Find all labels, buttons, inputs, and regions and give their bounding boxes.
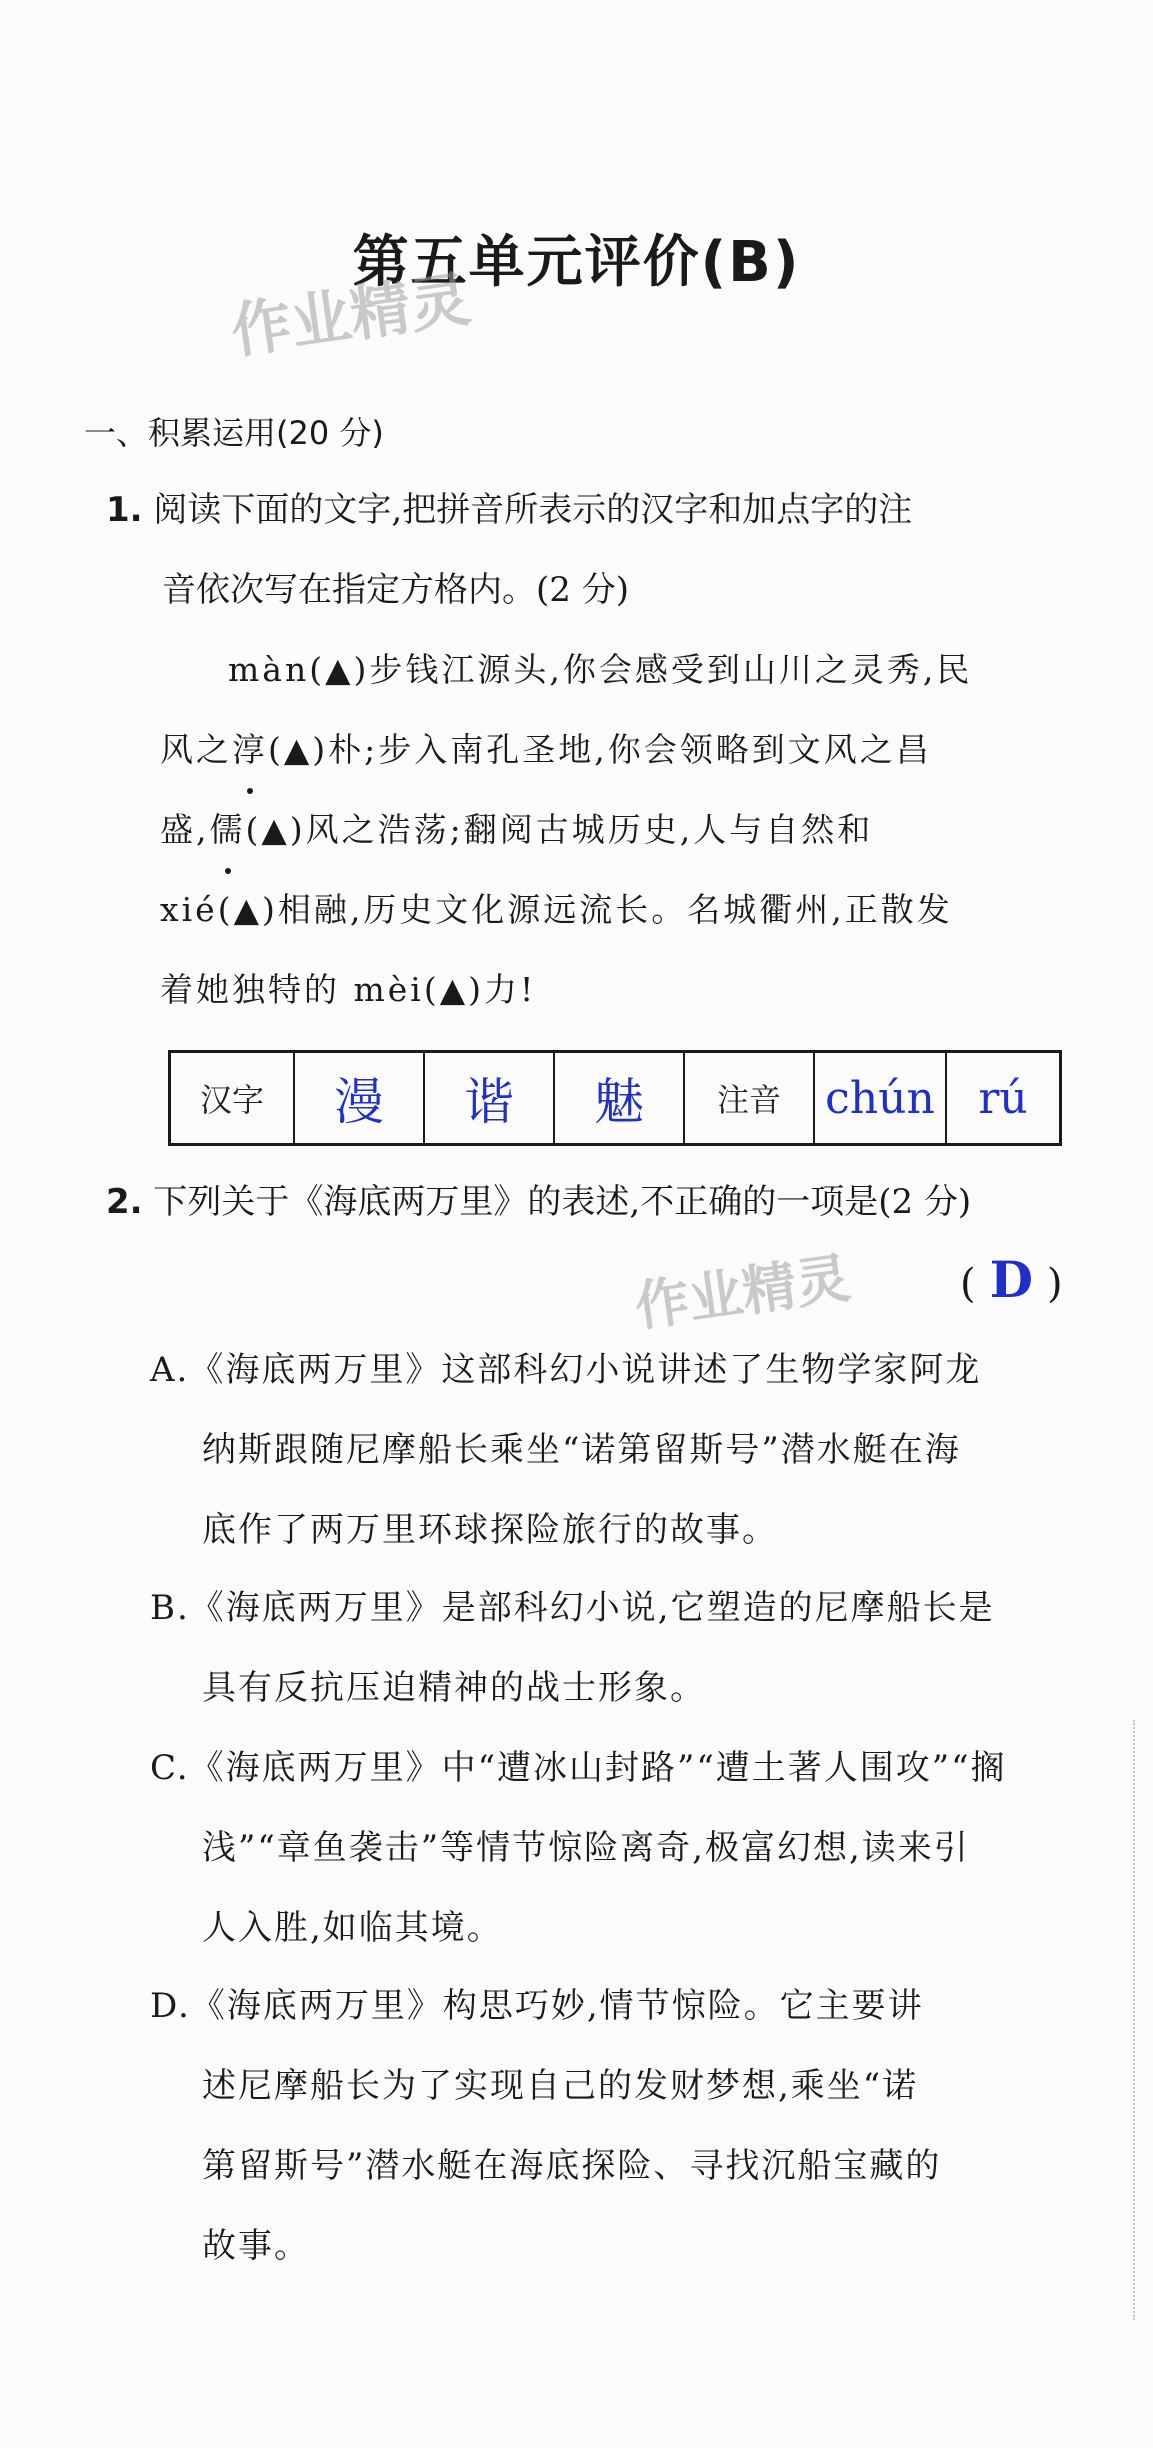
option-label: A. xyxy=(150,1350,190,1390)
passage-line: màn(▲)步钱江源头,你会感受到山川之灵秀,民 xyxy=(228,650,973,689)
question-number: 2. xyxy=(106,1182,143,1222)
option-text: 底作了两万里环球探险旅行的故事。 xyxy=(202,1510,778,1550)
question-prompt: 阅读下面的文字,把拼音所表示的汉字和加点字的注 xyxy=(153,490,913,530)
question-number: 1. xyxy=(106,490,143,530)
option-text: 《海底两万里》这部科幻小说讲述了生物学家阿龙 xyxy=(189,1350,982,1390)
watermark: 作业精灵 xyxy=(226,264,475,368)
option-text: 具有反抗压迫精神的战士形象。 xyxy=(202,1668,706,1708)
answer-table xyxy=(168,1050,1062,1146)
passage-line: 风之淳(▲)朴;步入南孔圣地,你会领略到文风之昌 xyxy=(160,710,1080,790)
question-1 xyxy=(106,470,1086,630)
option-label: C. xyxy=(150,1748,190,1788)
selected-answer: D xyxy=(989,1250,1033,1309)
option-text: 《海底两万里》是部科幻小说,它塑造的尼摩船长是 xyxy=(189,1588,995,1628)
passage-line: xié(▲)相融,历史文化源远流长。名城衢州,正散发 xyxy=(160,890,953,929)
question-prompt: 下列关于《海底两万里》的表述,不正确的一项是(2 分) xyxy=(153,1182,972,1222)
answer-char: 漫 xyxy=(294,1052,424,1145)
option-d xyxy=(150,1966,1080,2286)
option-c xyxy=(150,1728,1080,1968)
answer-pinyin: chún xyxy=(814,1052,946,1145)
option-text: 故事。 xyxy=(202,2226,310,2266)
dotted-char: 淳 xyxy=(232,710,268,790)
option-text: 《海底两万里》构思巧妙,情节惊险。它主要讲 xyxy=(190,1986,924,2026)
question-2 xyxy=(106,1162,1086,1242)
page-edge-line xyxy=(1133,1720,1135,2320)
option-text: 《海底两万里》中“遭冰山封路”“遭土著人围攻”“搁 xyxy=(189,1748,1007,1788)
section-heading: 一、积累运用(20 分) xyxy=(84,414,384,452)
question-prompt: 音依次写在指定方格内。(2 分) xyxy=(162,570,629,610)
answer-char: 谐 xyxy=(424,1052,554,1145)
option-text: 浅”“章鱼袭击”等情节惊险离奇,极富幻想,读来引 xyxy=(202,1828,970,1868)
answer-pinyin: rú xyxy=(946,1052,1061,1145)
passage xyxy=(160,630,1080,1030)
table-label-chars: 汉字 xyxy=(170,1052,295,1145)
passage-line: 盛,儒(▲)风之浩荡;翻阅古城历史,人与自然和 xyxy=(160,790,1080,870)
option-a xyxy=(150,1330,1080,1570)
option-label: D. xyxy=(150,1986,191,2026)
option-text: 人入胜,如临其境。 xyxy=(202,1908,503,1948)
answer-bracket: ( D ) xyxy=(960,1250,1063,1309)
option-text: 述尼摩船长为了实现自己的发财梦想,乘坐“诺 xyxy=(202,2066,919,2106)
option-text: 第留斯号”潜水艇在海底探险、寻找沉船宝藏的 xyxy=(202,2146,942,2186)
passage-line: 着她独特的 mèi(▲)力! xyxy=(160,970,537,1009)
table-label-pinyin: 注音 xyxy=(684,1052,814,1145)
watermark: 作业精灵 xyxy=(631,1246,854,1339)
answer-char: 魅 xyxy=(554,1052,684,1145)
dotted-char: 儒 xyxy=(210,790,246,870)
option-label: B. xyxy=(150,1588,190,1628)
option-text: 纳斯跟随尼摩船长乘坐“诺第留斯号”潜水艇在海 xyxy=(202,1430,961,1470)
page-title: 第五单元评价(B) xyxy=(352,230,801,295)
option-b xyxy=(150,1568,1080,1728)
